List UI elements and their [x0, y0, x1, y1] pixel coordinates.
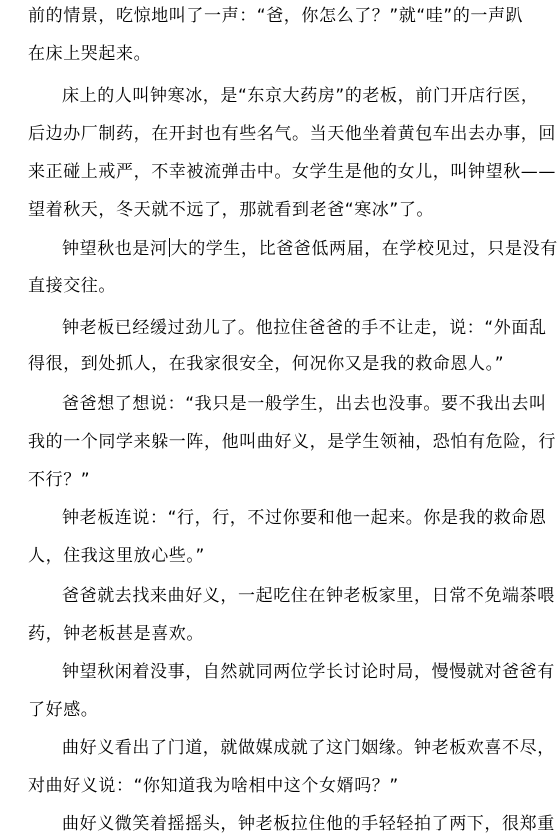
text-line: 对曲好义说：“你知道我为啥相中这个女婿吗？”	[28, 776, 399, 796]
text-line: 得很，到处抓人，在我家很安全，何况你又是我的救命恩人。”	[28, 354, 505, 374]
text-line: 前的情景，吃惊地叫了一声：“爸，你怎么了？”就“哇”的一声趴	[28, 6, 524, 26]
text-line: 在床上哭起来。	[28, 44, 152, 64]
text-line: 我的一个同学来躲一阵，他叫曲好义，是学生领袖，恐怕有危险，行	[28, 432, 556, 452]
text-line: 曲好义看出了门道，就做媒成就了这门姻缘。钟老板欢喜不尽，	[62, 738, 555, 758]
text-segment: 大的学生，比爸爸低两届，在学校见过，只是没有	[170, 239, 558, 259]
text-line: 爸爸就去找来曲好义，一起吃住在钟老板家里，日常不免端茶喂	[62, 586, 555, 606]
text-cursor	[169, 238, 170, 257]
text-line: 望着秋天，冬天就不远了，那就看到老爸“寒冰”了。	[28, 200, 435, 220]
text-line: 钟望秋闲着没事，自然就同两位学长讨论时局，慢慢就对爸爸有	[62, 662, 555, 682]
text-line: 床上的人叫钟寒冰，是“东京大药房”的老板，前门开店行医，	[62, 86, 539, 106]
text-line: 了好感。	[28, 700, 99, 720]
text-line-with-cursor[interactable]	[62, 238, 558, 259]
text-line: 人，住我这里放心些。”	[28, 546, 205, 566]
text-line: 爸爸想了想说：“我只是一般学生，出去也没事。要不我出去叫	[62, 394, 547, 414]
text-line: 钟老板连说：“行，行，不过你要和他一起来。你是我的救命恩	[62, 508, 547, 528]
text-line: 曲好义微笑着摇摇头，钟老板拉住他的手轻轻拍了两下，很郑重	[62, 814, 555, 834]
text-line: 后边办厂制药，在开封也有些名气。当天他坐着黄包车出去办事，回	[28, 124, 556, 144]
text-line: 来正碰上戒严，不幸被流弹击中。女学生是他的女儿，叫钟望秋——	[28, 162, 556, 182]
text-line: 不行？”	[28, 470, 91, 490]
text-line: 钟老板已经缓过劲儿了。他拉住爸爸的手不让走，说：“外面乱	[62, 318, 547, 338]
text-line: 药，钟老板甚是喜欢。	[28, 624, 204, 644]
text-line: 直接交往。	[28, 276, 116, 296]
text-segment: 钟望秋也是河	[62, 239, 168, 259]
